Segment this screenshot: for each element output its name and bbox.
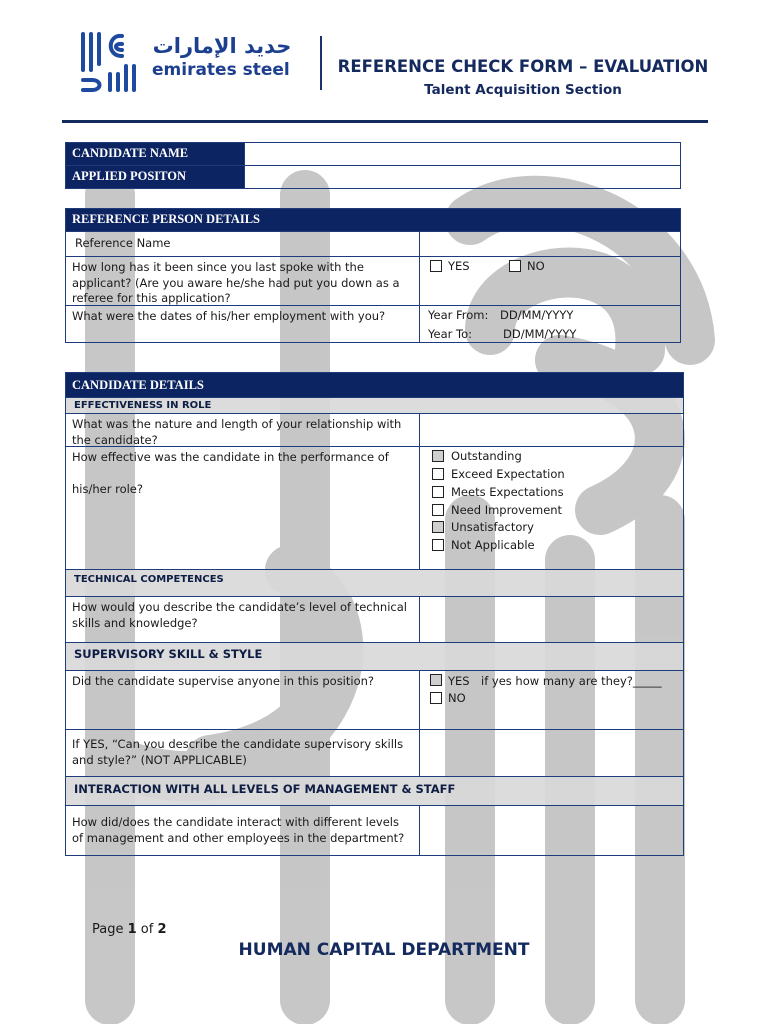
header-rule xyxy=(62,120,708,123)
logo-english-text: emirates steel xyxy=(152,60,290,80)
supervise-yes-checkbox[interactable] xyxy=(430,674,442,686)
reference-no-checkbox[interactable] xyxy=(509,260,521,272)
footer-department: HUMAN CAPITAL DEPARTMENT xyxy=(238,940,530,960)
header-divider xyxy=(320,36,322,90)
rating-need-improvement-checkbox[interactable] xyxy=(432,504,444,516)
applied-position-input[interactable] xyxy=(244,165,681,189)
rating-exceed-checkbox[interactable] xyxy=(432,468,444,480)
supervise-no-checkbox[interactable] xyxy=(430,692,442,704)
relationship-answer-input[interactable] xyxy=(419,413,684,447)
rating-outstanding-label: Outstanding xyxy=(451,449,522,463)
year-from-label: Year From: xyxy=(428,308,489,322)
supervise-yes-label: YES xyxy=(448,674,470,688)
rating-exceed-label: Exceed Expectation xyxy=(451,467,565,481)
candidate-name-label: CANDIDATE NAME xyxy=(65,142,245,166)
interaction-answer-input[interactable] xyxy=(419,805,684,856)
rating-unsatisfactory-checkbox[interactable] xyxy=(432,521,444,533)
supervise-count-prompt[interactable]: if yes how many are they?_____ xyxy=(481,674,662,688)
question-supervisory-style: If YES, “Can you describe the candidate supervisory skills and style?” (NOT APPLICABLE) xyxy=(65,729,420,777)
reference-yes-checkbox[interactable] xyxy=(430,260,442,272)
technical-section-label: TECHNICAL COMPETENCES xyxy=(65,569,684,597)
reference-name-label: Reference Name xyxy=(65,231,420,257)
rating-meets-label: Meets Expectations xyxy=(451,485,564,499)
form-subtitle: Talent Acquisition Section xyxy=(424,82,622,98)
rating-need-improvement-label: Need Improvement xyxy=(451,503,563,517)
rating-outstanding-checkbox[interactable] xyxy=(432,450,444,462)
question-interaction: How did/does the candidate interact with different levels of management and other employees in the department? xyxy=(65,805,420,856)
form-title: REFERENCE CHECK FORM – EVALUATION xyxy=(337,57,709,76)
rating-not-applicable-checkbox[interactable] xyxy=(432,539,444,551)
candidate-name-input[interactable] xyxy=(244,142,681,166)
effectiveness-section-label: EFFECTIVENESS IN ROLE xyxy=(65,397,684,414)
reference-no-label: NO xyxy=(527,259,545,273)
emirates-steel-logo-icon xyxy=(78,30,140,92)
question-supervise: Did the candidate supervise anyone in this position? xyxy=(65,670,420,730)
question-last-spoke: How long has it been since you last spoke with the applicant? (Are you aware he/she had put you down as a referee for this application? xyxy=(65,256,420,306)
question-relationship: What was the nature and length of your relationship with the candidate? xyxy=(65,413,420,447)
question-employment-dates: What were the dates of his/her employment with you? xyxy=(65,305,420,343)
supervise-no-label: NO xyxy=(448,691,466,705)
supervisory-style-input[interactable] xyxy=(419,729,684,777)
year-to-label: Year To: xyxy=(428,327,472,341)
question-performance: How effective was the candidate in the performance of his/her role? xyxy=(65,446,420,570)
rating-meets-checkbox[interactable] xyxy=(432,486,444,498)
applied-position-label: APPLIED POSITON xyxy=(65,165,245,189)
reference-name-input[interactable] xyxy=(419,231,681,257)
candidate-details-heading: CANDIDATE DETAILS xyxy=(65,372,684,398)
logo-arabic-text: حديد الإمارات xyxy=(152,34,292,58)
question-technical: How would you describe the candidate’s level of technical skills and knowledge? xyxy=(65,596,420,643)
reference-details-heading: REFERENCE PERSON DETAILS xyxy=(65,208,681,232)
rating-not-applicable-label: Not Applicable xyxy=(451,538,535,552)
interaction-section-label: INTERACTION WITH ALL LEVELS OF MANAGEMENT & STAFF xyxy=(65,776,684,806)
year-to-value[interactable]: DD/MM/YYYY xyxy=(503,327,577,341)
supervisory-section-label: SUPERVISORY SKILL & STYLE xyxy=(65,642,684,671)
page-number: Page 1 of 2 xyxy=(92,922,167,937)
reference-yes-label: YES xyxy=(448,259,470,273)
year-from-value[interactable]: DD/MM/YYYY xyxy=(500,308,574,322)
technical-answer-input[interactable] xyxy=(419,596,684,643)
rating-unsatisfactory-label: Unsatisfactory xyxy=(451,520,534,534)
